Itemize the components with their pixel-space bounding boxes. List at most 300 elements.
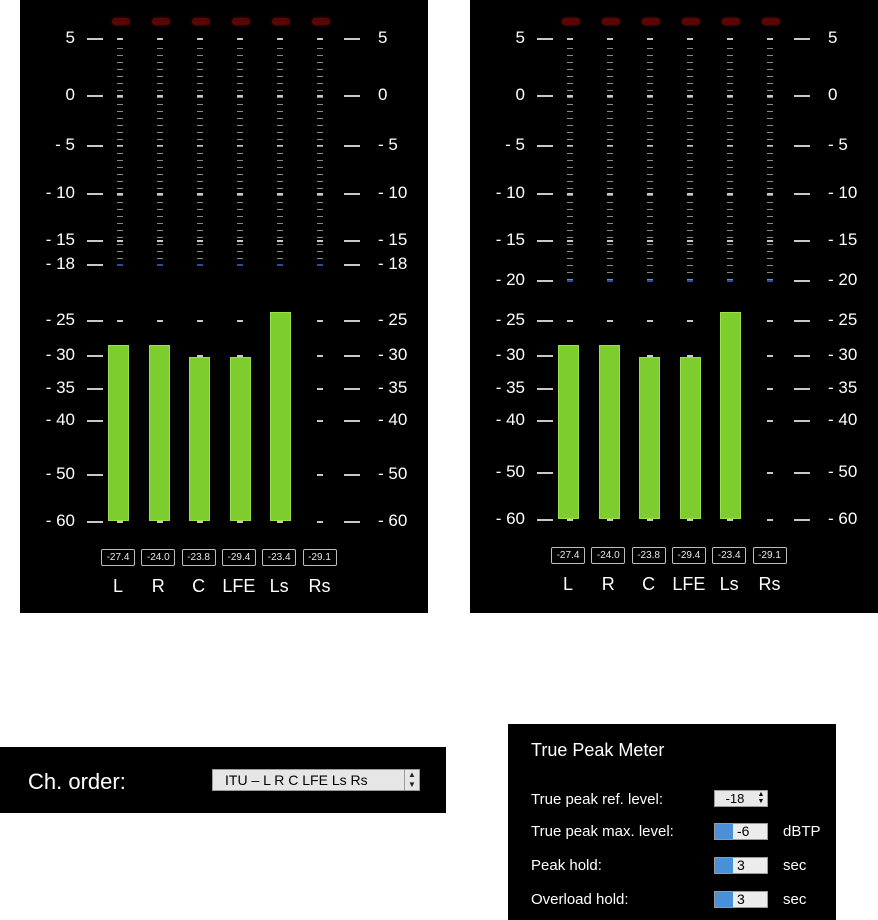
scale-minor-tick [607,139,613,140]
scale-tick [607,320,613,322]
scale-minor-tick [237,174,243,175]
scale-minor-tick [727,76,733,77]
scale-tick [687,240,693,242]
scale-minor-tick [197,48,203,49]
scale-minor-tick [237,258,243,259]
scale-label-right: - 30 [828,345,858,364]
scale-minor-tick [607,272,613,273]
level-bar-lfe [230,357,251,521]
scale-tick [767,320,773,322]
ref-level-stepper[interactable] [714,790,768,807]
scale-minor-tick [727,237,733,238]
scale-tick [537,420,553,422]
scale-label-right: - 15 [828,230,858,249]
channel-readout: -23.4 [712,547,746,564]
scale-minor-tick [647,118,653,119]
scale-minor-tick [277,97,283,98]
scale-minor-tick [647,258,653,259]
scale-minor-tick [647,237,653,238]
scale-minor-tick [277,90,283,91]
scale-minor-tick [157,216,163,217]
scale-minor-tick [157,167,163,168]
scale-tick [767,38,773,40]
scale-minor-tick [687,132,693,133]
channel-label: R [151,576,165,596]
scale-minor-tick [117,209,123,210]
scale-minor-tick [647,167,653,168]
scale-tick [727,519,733,521]
scale-tick [767,519,773,521]
scale-minor-tick [767,174,773,175]
scale-minor-tick [237,132,243,133]
scale-minor-tick [727,230,733,231]
peak-hold-field[interactable] [714,857,768,874]
peak-overload-led [682,18,700,25]
scale-minor-tick [317,258,323,259]
scale-minor-tick [767,104,773,105]
scale-minor-tick [197,125,203,126]
scale-label-right: - 40 [828,410,858,429]
scale-minor-tick [767,188,773,189]
scale-label-left: - 60 [495,509,525,528]
scale-minor-tick [117,111,123,112]
scale-minor-tick [567,251,573,252]
scale-minor-tick [317,104,323,105]
scale-minor-tick [647,223,653,224]
scale-minor-tick [567,181,573,182]
peak-hold-field-highlight [715,858,733,873]
scale-tick [607,519,613,521]
scale-minor-tick [237,125,243,126]
scale-minor-tick [767,139,773,140]
scale-minor-tick [237,209,243,210]
scale-minor-tick [277,181,283,182]
scale-minor-tick [687,174,693,175]
scale-tick [647,519,653,521]
scale-tick [87,145,103,147]
scale-minor-tick [767,251,773,252]
scale-minor-tick [237,153,243,154]
scale-tick [537,193,553,195]
scale-minor-tick [317,216,323,217]
scale-minor-tick [277,174,283,175]
scale-minor-tick [647,55,653,56]
scale-minor-tick [567,111,573,112]
scale-minor-tick [687,90,693,91]
scale-tick [767,472,773,474]
scale-minor-tick [197,244,203,245]
channel-readout: -29.4 [672,547,706,564]
reference-tick [117,264,123,266]
peak-overload-led [722,18,740,25]
scale-minor-tick [317,237,323,238]
scale-minor-tick [647,48,653,49]
scale-tick [277,240,283,242]
scale-minor-tick [117,216,123,217]
scale-minor-tick [567,244,573,245]
scale-minor-tick [647,216,653,217]
scale-label-right: 5 [378,28,388,47]
scale-minor-tick [567,237,573,238]
scale-minor-tick [157,153,163,154]
level-bar-c [639,357,660,519]
scale-minor-tick [687,104,693,105]
scale-minor-tick [117,132,123,133]
scale-minor-tick [277,69,283,70]
level-bar-ls [270,312,291,521]
scale-minor-tick [237,244,243,245]
scale-minor-tick [727,111,733,112]
scale-minor-tick [687,153,693,154]
scale-tick [537,145,553,147]
scale-minor-tick [237,104,243,105]
scale-minor-tick [727,97,733,98]
scale-minor-tick [767,83,773,84]
scale-tick [567,240,573,242]
scale-minor-tick [237,69,243,70]
scale-tick [344,240,360,242]
scale-minor-tick [567,167,573,168]
scale-minor-tick [767,258,773,259]
scale-minor-tick [277,62,283,63]
peak-hold-label: Peak hold: [531,857,602,874]
scale-minor-tick [277,195,283,196]
scale-label-right: 0 [828,85,838,104]
scale-minor-tick [647,265,653,266]
peak-overload-led [312,18,330,25]
scale-minor-tick [197,209,203,210]
scale-tick [317,38,323,40]
scale-minor-tick [647,160,653,161]
scale-minor-tick [277,202,283,203]
scale-minor-tick [607,174,613,175]
scale-minor-tick [567,223,573,224]
scale-minor-tick [317,90,323,91]
scale-label-left: - 18 [45,254,75,273]
scale-label-left: - 25 [495,310,525,329]
scale-tick [344,38,360,40]
scale-minor-tick [647,104,653,105]
scale-minor-tick [277,216,283,217]
scale-tick [767,240,773,242]
scale-minor-tick [237,62,243,63]
scale-tick [727,38,733,40]
scale-tick [767,420,773,422]
scale-tick [567,320,573,322]
scale-minor-tick [317,48,323,49]
select-arrows-icon: ▲ ▼ [404,770,419,790]
scale-minor-tick [687,195,693,196]
scale-tick [344,320,360,322]
scale-minor-tick [197,181,203,182]
channel-readout: -24.0 [141,549,175,566]
scale-minor-tick [277,237,283,238]
scale-minor-tick [117,230,123,231]
scale-minor-tick [567,76,573,77]
scale-minor-tick [567,209,573,210]
scale-label-right: - 5 [378,135,398,154]
scale-minor-tick [727,216,733,217]
scale-minor-tick [727,160,733,161]
scale-minor-tick [317,69,323,70]
scale-tick [237,38,243,40]
scale-label-left: - 50 [495,462,525,481]
channel-readout: -29.1 [753,547,787,564]
channel-readout: -27.4 [551,547,585,564]
scale-minor-tick [567,265,573,266]
scale-minor-tick [317,55,323,56]
scale-tick [317,474,323,476]
level-bar-l [108,345,129,522]
peak-hold-value: 3 [737,857,745,873]
scale-tick [767,355,773,357]
scale-minor-tick [567,195,573,196]
scale-minor-tick [567,272,573,273]
scale-minor-tick [727,195,733,196]
scale-minor-tick [647,69,653,70]
overload-hold-field-highlight [715,892,733,907]
channel-readout: -27.4 [101,549,135,566]
scale-minor-tick [567,188,573,189]
scale-tick [647,240,653,242]
scale-minor-tick [277,188,283,189]
scale-minor-tick [687,258,693,259]
scale-label-right: - 20 [828,270,858,289]
channel-readout: -29.1 [303,549,337,566]
scale-minor-tick [317,118,323,119]
scale-minor-tick [197,132,203,133]
scale-minor-tick [647,132,653,133]
scale-minor-tick [647,230,653,231]
scale-minor-tick [567,83,573,84]
scale-minor-tick [277,251,283,252]
scale-minor-tick [727,125,733,126]
scale-minor-tick [767,62,773,63]
scale-minor-tick [277,132,283,133]
scale-tick [117,38,123,40]
scale-minor-tick [647,83,653,84]
channel-label: Ls [269,576,289,596]
scale-minor-tick [727,146,733,147]
scale-minor-tick [687,83,693,84]
channel-readout: -23.8 [182,549,216,566]
scale-label-left: - 35 [45,378,75,397]
scale-minor-tick [727,90,733,91]
scale-minor-tick [117,55,123,56]
scale-minor-tick [117,167,123,168]
scale-minor-tick [687,237,693,238]
scale-minor-tick [767,55,773,56]
scale-label-right: - 18 [378,254,408,273]
scale-tick [157,240,163,242]
scale-minor-tick [157,132,163,133]
scale-label-right: - 25 [378,310,408,329]
max-level-field-highlight [715,824,733,839]
scale-minor-tick [277,258,283,259]
scale-minor-tick [607,48,613,49]
scale-minor-tick [277,230,283,231]
scale-minor-tick [567,132,573,133]
scale-tick [687,38,693,40]
scale-tick [537,472,553,474]
scale-minor-tick [317,174,323,175]
scale-minor-tick [197,76,203,77]
scale-minor-tick [277,111,283,112]
scale-label-right: 0 [378,85,388,104]
scale-minor-tick [117,125,123,126]
right-meter-panel [470,0,878,613]
channel-readout: -29.4 [222,549,256,566]
left-meter-panel [20,0,428,613]
scale-minor-tick [727,132,733,133]
scale-minor-tick [317,111,323,112]
channel-label: Rs [758,574,781,594]
scale-minor-tick [317,230,323,231]
channel-label: L [112,576,123,596]
scale-tick [117,240,123,242]
scale-tick [277,38,283,40]
scale-minor-tick [607,153,613,154]
scale-minor-tick [607,237,613,238]
scale-label-right: - 50 [828,462,858,481]
scale-minor-tick [727,153,733,154]
scale-minor-tick [157,160,163,161]
scale-minor-tick [157,90,163,91]
scale-label-left: 5 [515,28,525,47]
scale-minor-tick [567,104,573,105]
scale-minor-tick [727,251,733,252]
channel-order-select[interactable] [212,769,420,791]
reference-tick [727,280,733,282]
scale-minor-tick [117,258,123,259]
scale-tick [237,521,243,523]
scale-minor-tick [727,181,733,182]
scale-minor-tick [277,125,283,126]
scale-tick [87,388,103,390]
scale-minor-tick [317,146,323,147]
scale-minor-tick [607,160,613,161]
scale-minor-tick [197,167,203,168]
scale-label-right: - 5 [828,135,848,154]
scale-minor-tick [237,90,243,91]
scale-minor-tick [727,55,733,56]
ref-level-value: -18 [725,791,745,806]
max-level-field[interactable] [714,823,768,840]
scale-tick [317,521,323,523]
scale-minor-tick [607,76,613,77]
scale-minor-tick [727,139,733,140]
scale-minor-tick [197,55,203,56]
channel-order-label: Ch. order: [28,769,126,794]
scale-minor-tick [607,62,613,63]
scale-minor-tick [567,69,573,70]
scale-minor-tick [687,125,693,126]
scale-minor-tick [237,237,243,238]
scale-tick [197,240,203,242]
level-bar-r [149,345,170,522]
scale-tick [537,95,553,97]
scale-minor-tick [197,153,203,154]
scale-label-left: 0 [515,85,525,104]
scale-minor-tick [607,244,613,245]
reference-tick [647,280,653,282]
scale-minor-tick [687,272,693,273]
scale-tick [87,521,103,523]
scale-minor-tick [117,174,123,175]
scale-tick [794,388,810,390]
peak-overload-led [562,18,580,25]
scale-minor-tick [567,216,573,217]
scale-minor-tick [197,216,203,217]
scale-minor-tick [237,146,243,147]
scale-minor-tick [117,76,123,77]
scale-minor-tick [157,104,163,105]
scale-minor-tick [157,244,163,245]
scale-tick [317,420,323,422]
scale-minor-tick [767,160,773,161]
scale-minor-tick [237,139,243,140]
scale-minor-tick [687,139,693,140]
scale-minor-tick [197,251,203,252]
overload-hold-field[interactable] [714,891,768,908]
scale-minor-tick [687,76,693,77]
scale-minor-tick [197,118,203,119]
scale-minor-tick [767,216,773,217]
scale-tick [317,355,323,357]
scale-label-right: - 35 [828,378,858,397]
scale-label-left: - 15 [495,230,525,249]
right-meter [470,0,878,613]
scale-minor-tick [647,181,653,182]
scale-minor-tick [277,167,283,168]
scale-minor-tick [117,104,123,105]
scale-minor-tick [767,167,773,168]
scale-minor-tick [647,146,653,147]
scale-minor-tick [687,48,693,49]
scale-minor-tick [687,188,693,189]
scale-minor-tick [727,174,733,175]
scale-minor-tick [567,153,573,154]
scale-minor-tick [767,272,773,273]
max-level-label: True peak max. level: [531,823,674,840]
overload-hold-value: 3 [737,891,745,907]
channel-label: R [601,574,615,594]
scale-tick [344,95,360,97]
scale-label-right: - 25 [828,310,858,329]
scale-minor-tick [687,202,693,203]
scale-minor-tick [647,251,653,252]
scale-minor-tick [647,174,653,175]
scale-minor-tick [767,244,773,245]
scale-minor-tick [767,202,773,203]
scale-tick [794,38,810,40]
scale-label-right: - 10 [378,183,408,202]
scale-minor-tick [687,111,693,112]
scale-minor-tick [647,209,653,210]
scale-minor-tick [197,83,203,84]
scale-minor-tick [687,62,693,63]
scale-minor-tick [607,111,613,112]
scale-minor-tick [687,69,693,70]
scale-minor-tick [607,132,613,133]
scale-minor-tick [197,160,203,161]
scale-tick [607,240,613,242]
channel-order-panel [0,747,446,813]
scale-minor-tick [277,55,283,56]
scale-minor-tick [607,69,613,70]
scale-label-left: - 35 [495,378,525,397]
scale-minor-tick [117,160,123,161]
